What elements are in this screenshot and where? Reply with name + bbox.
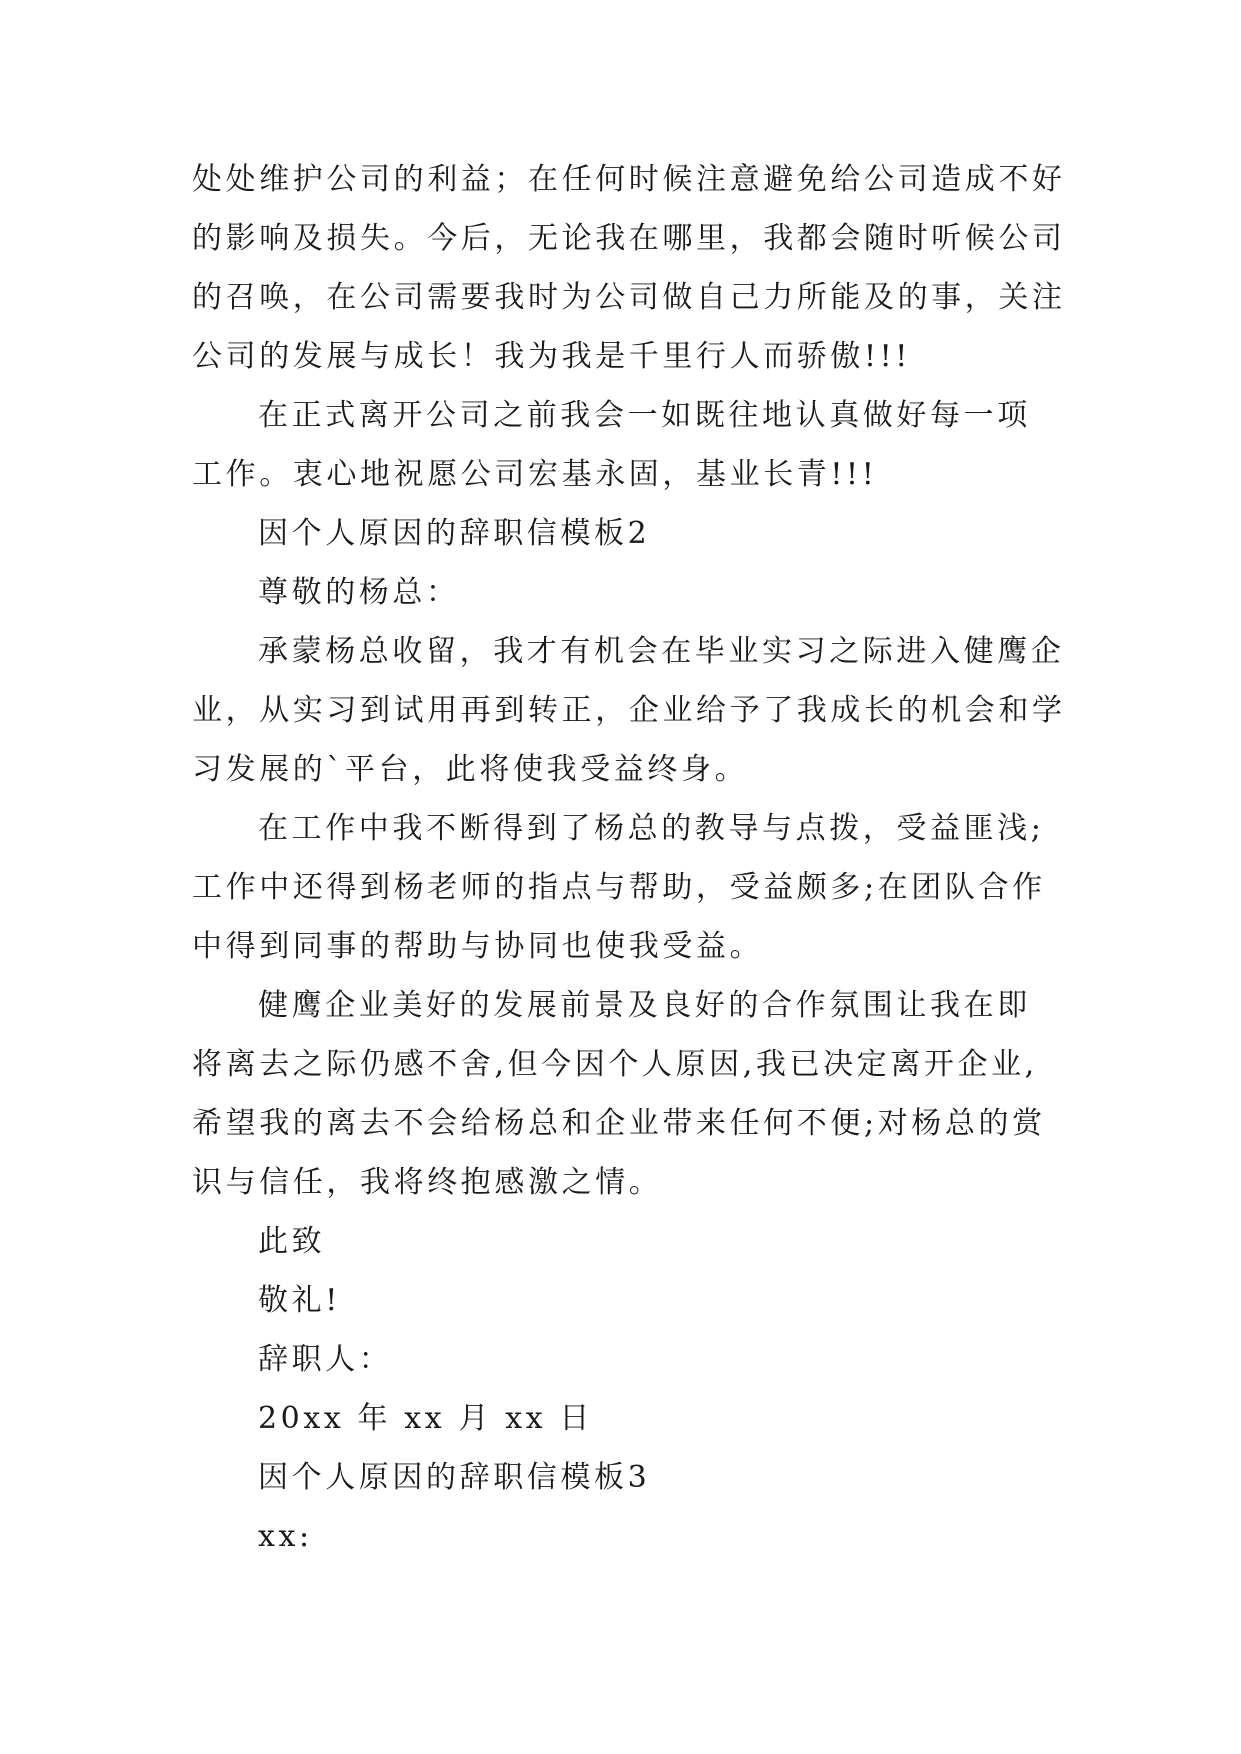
text-line: 希望我的离去不会给杨总和企业带来任何不便;对杨总的赏 <box>192 1106 1046 1141</box>
closing-text: 此致 <box>258 1224 326 1259</box>
text-line: 工作。衷心地祝愿公司宏基永固，基业长青!!! <box>192 457 878 492</box>
text-line: 的影响及损失。今后，无论我在哪里，我都会随时听候公司 <box>192 221 1066 256</box>
text-line: 承蒙杨总收留，我才有机会在毕业实习之际进入健鹰企 <box>258 634 1065 669</box>
text-line: 在工作中我不断得到了杨总的教导与点拨，受益匪浅; <box>258 811 1045 846</box>
signature-label <box>192 1330 1062 1389</box>
text-line: 将离去之际仍感不舍,但今因个人原因,我已决定离开企业, <box>192 1047 1038 1082</box>
closing-jingli <box>192 1271 1062 1330</box>
text-line: 习发展的`平台，此将使我受益终身。 <box>192 752 749 787</box>
paragraph-decision <box>192 976 1062 1212</box>
text-line: 处处维护公司的利益；在任何时候注意避免给公司造成不好 <box>192 162 1066 197</box>
salutation <box>192 563 1062 622</box>
paragraph-thanks <box>192 622 1066 799</box>
template-heading-2 <box>192 504 1062 563</box>
paragraph-farewell <box>192 386 1062 504</box>
text-line: 健鹰企业美好的发展前景及良好的合作氛围让我在即 <box>258 988 1031 1023</box>
text-line: 工作中还得到杨老师的指点与帮助，受益颇多;在团队合作 <box>192 870 1046 905</box>
closing-text: 敬礼! <box>258 1283 341 1318</box>
heading-text: 因个人原因的辞职信模板2 <box>258 516 651 551</box>
text-line: 公司的发展与成长！我为我是千里行人而骄傲!!! <box>192 339 911 374</box>
text-line: 中得到同事的帮助与协同也使我受益。 <box>192 929 764 964</box>
heading-text: 因个人原因的辞职信模板3 <box>258 1460 651 1495</box>
salutation-text: xx: <box>258 1519 313 1554</box>
date-line <box>192 1389 1062 1448</box>
signature-text: 辞职人： <box>258 1342 393 1377</box>
date-text: 20xx 年 xx 月 xx 日 <box>258 1401 593 1436</box>
template-heading-3 <box>192 1448 1062 1507</box>
text-line: 识与信任，我将终抱感激之情。 <box>192 1165 663 1200</box>
salutation-2 <box>192 1507 1062 1566</box>
closing-cizhi <box>192 1212 1062 1271</box>
paragraph-guidance <box>192 799 1062 976</box>
text-line: 业，从实习到试用再到转正，企业给予了我成长的机会和学 <box>192 693 1066 728</box>
paragraph-continuation <box>192 150 1066 386</box>
letter-body <box>192 150 1066 1566</box>
text-line: 在正式离开公司之前我会一如既往地认真做好每一项 <box>258 398 1031 433</box>
salutation-text: 尊敬的杨总： <box>258 575 460 610</box>
text-line: 的召唤，在公司需要我时为公司做自己力所能及的事，关注 <box>192 280 1066 315</box>
